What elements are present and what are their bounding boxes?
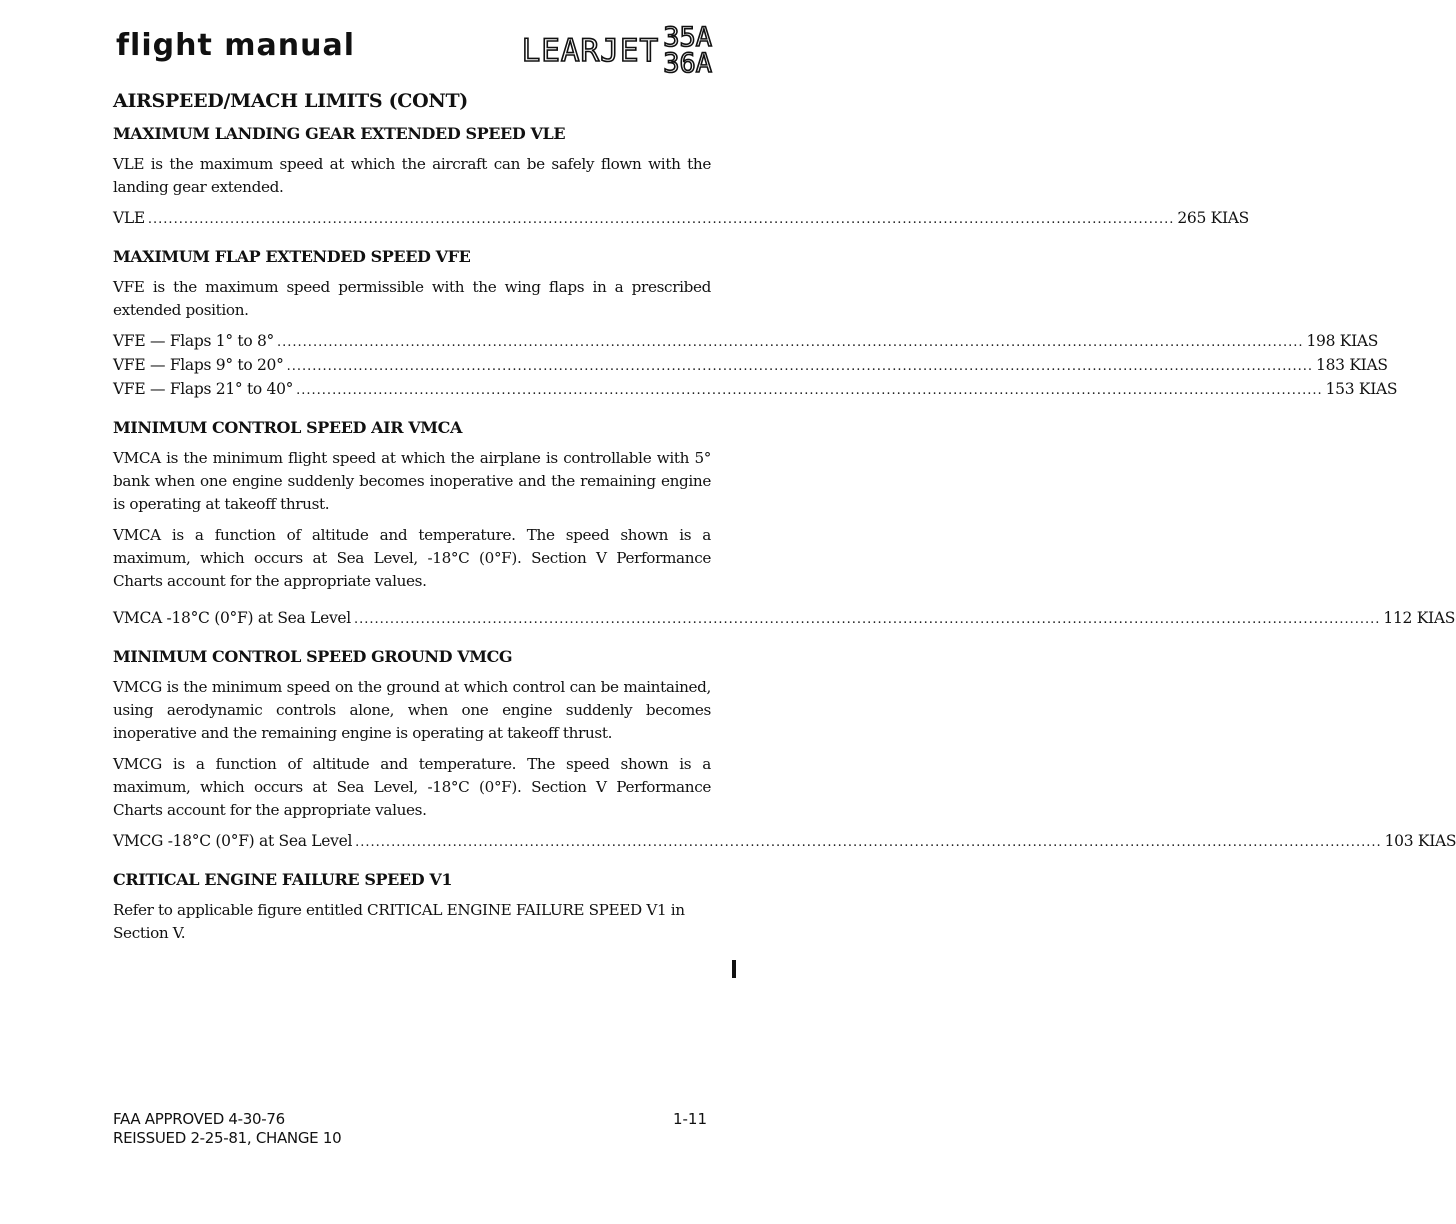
entry-value: 265 KIAS	[1177, 209, 1250, 227]
section-vmcg	[113, 647, 1456, 854]
speed-entry	[113, 830, 1456, 854]
faa-approved: FAA APPROVED 4-30-76	[113, 1110, 285, 1128]
dot-leader: ........................................................................................................................................................................................................	[353, 612, 1381, 627]
paragraph: VMCG is the minimum speed on the ground at which control can be maintained, using aerodynamic controls alone, when one engine suddenly becomes inoperative and the remaining engine is operating at takeoff thrust.	[113, 678, 711, 742]
speed-entry	[113, 207, 1250, 231]
section-vfe	[113, 247, 1398, 402]
dot-leader: ........................................................................................................................................................................................................	[277, 335, 1304, 350]
speed-entry	[113, 330, 1379, 354]
speed-entry	[113, 354, 1388, 378]
model-36a: 36A	[663, 48, 712, 79]
paragraph: VMCA is the minimum flight speed at which the airplane is controllable with 5° bank when one engine suddenly becomes inoperative and the remaining engine is operating at takeoff thrust.	[113, 449, 711, 513]
entry-label: VMCA -18°C (0°F) at Sea Level	[113, 609, 351, 627]
entry-label: VFE — Flaps 21° to 40°	[113, 380, 294, 398]
section-heading: MINIMUM CONTROL SPEED GROUND VMCG	[113, 647, 513, 666]
section-vle	[113, 124, 1250, 231]
paragraph: Refer to applicable figure entitled CRITICAL ENGINE FAILURE SPEED V1 in Section V.	[113, 901, 685, 942]
brand-word: LEARJET	[521, 33, 660, 69]
model-35a: 35A	[663, 22, 712, 53]
section-heading: MAXIMUM FLAP EXTENDED SPEED VFE	[113, 247, 471, 266]
entry-value: 153 KIAS	[1325, 380, 1398, 398]
paragraph: VMCG is a function of altitude and temperature. The speed shown is a maximum, which occurs at Sea Level, -18°C (0°F). Section V Performance Charts account for the appropriate values.	[113, 755, 711, 819]
page-content	[113, 90, 1456, 961]
paragraph: VFE is the maximum speed permissible with the wing flaps in a prescribed extended position.	[113, 278, 711, 319]
entry-value: 112 KIAS	[1383, 609, 1456, 627]
model-numbers	[663, 22, 712, 79]
paragraph: VMCA is a function of altitude and temperature. The speed shown is a maximum, which occurs at Sea Level, -18°C (0°F). Section V Performance Charts account for the appropriate values.	[113, 526, 711, 590]
reissued-change: REISSUED 2-25-81, CHANGE 10	[113, 1129, 342, 1147]
entry-label: VLE	[113, 209, 145, 227]
dot-leader: ........................................................................................................................................................................................................	[286, 359, 1314, 374]
dot-leader: ........................................................................................................................................................................................................	[147, 212, 1175, 227]
learjet-logo	[522, 22, 712, 80]
entry-value: 198 KIAS	[1306, 332, 1379, 350]
entry-value: 103 KIAS	[1384, 832, 1456, 850]
manual-title: flight manual	[116, 28, 355, 63]
entry-label: VFE — Flaps 1° to 8°	[113, 332, 275, 350]
speed-entry	[113, 378, 1398, 402]
paragraph: VLE is the maximum speed at which the aircraft can be safely flown with the landing gear extended.	[113, 155, 711, 196]
page-number: 1-11	[672, 1110, 707, 1128]
entry-label: VFE — Flaps 9° to 20°	[113, 356, 284, 374]
section-v1	[113, 870, 711, 945]
revision-change-bar	[732, 960, 736, 978]
speed-entries	[113, 330, 1398, 402]
page-footer	[113, 1110, 711, 1148]
section-vmca	[113, 418, 1456, 631]
page-title: AIRSPEED/MACH LIMITS (CONT)	[113, 90, 468, 112]
page-header	[116, 22, 712, 82]
dot-leader: ........................................................................................................................................................................................................	[296, 383, 1323, 398]
dot-leader: ........................................................................................................................................................................................................	[355, 835, 1382, 850]
entry-value: 183 KIAS	[1316, 356, 1388, 374]
section-heading: MINIMUM CONTROL SPEED AIR VMCA	[113, 418, 462, 437]
section-heading: MAXIMUM LANDING GEAR EXTENDED SPEED VLE	[113, 124, 566, 143]
speed-entry	[113, 607, 1456, 631]
section-heading: CRITICAL ENGINE FAILURE SPEED V1	[113, 870, 453, 889]
entry-label: VMCG -18°C (0°F) at Sea Level	[113, 832, 353, 850]
